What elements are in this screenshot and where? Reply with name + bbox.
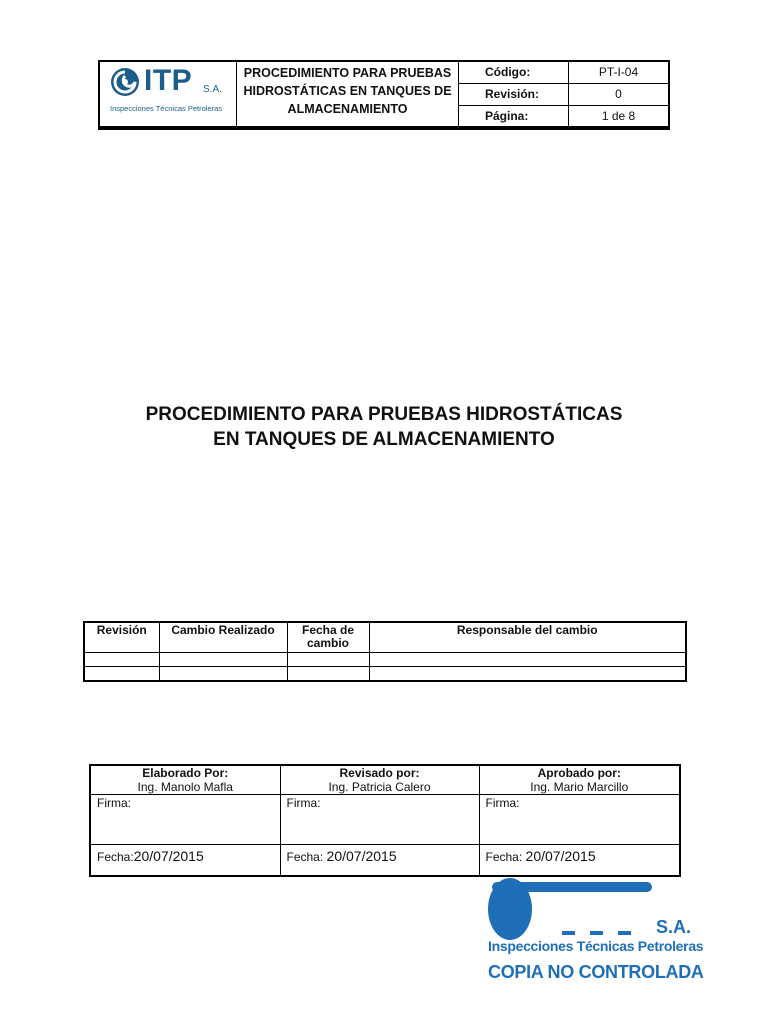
header-meta (459, 62, 668, 126)
column-header: Revisión (84, 622, 159, 653)
revisado-firma: Firma: (280, 795, 479, 845)
header-title (237, 62, 459, 126)
pagina-row (459, 106, 668, 127)
revision-row (459, 84, 668, 106)
stamp-copy-notice: COPIA NO CONTROLADA (488, 962, 704, 982)
revision-table (83, 621, 687, 682)
codigo-value: PT-I-04 (598, 65, 639, 79)
pagina-label: Página: (459, 106, 569, 127)
fecha-label: Fecha: (485, 850, 526, 864)
document-title-line: EN TANQUES DE ALMACENAMIENTO (213, 429, 555, 450)
elaborado-firma: Firma: (90, 795, 280, 845)
column-header: Cambio Realizado (159, 622, 287, 653)
fecha-label: Fecha: (97, 850, 134, 864)
codigo-label: Código: (459, 62, 569, 83)
revision-label: Revisión: (459, 84, 569, 105)
revisado-name: Ing. Patricia Calero (328, 780, 431, 794)
aprobado-fecha (479, 845, 680, 877)
table-row (84, 653, 686, 667)
codigo-row (459, 62, 668, 84)
stamp-sa: S.A. (656, 917, 692, 937)
elaborado-fecha (90, 845, 280, 877)
fecha-value: 20/07/2015 (133, 848, 204, 864)
pagina-value: 1 de 8 (601, 109, 636, 123)
document-title-line: PROCEDIMIENTO PARA PRUEBAS HIDROSTÁTICAS (145, 404, 623, 425)
logo-suffix: S.A. (203, 84, 222, 95)
revisado-cell (280, 765, 479, 795)
stamp-bar (492, 882, 652, 892)
stamp-dash (562, 931, 575, 935)
revision-value: 0 (615, 87, 622, 101)
document-header (98, 60, 670, 128)
header-title-line: PROCEDIMIENTO PARA PRUEBAS (243, 66, 452, 80)
table-row (84, 667, 686, 682)
header-title-line: HIDROSTÁTICAS EN TANQUES DE (243, 84, 452, 98)
revisado-fecha (280, 845, 479, 877)
stamp-dash (618, 931, 631, 935)
logo-tagline: Inspecciones Técnicas Petroleras (110, 104, 223, 113)
elaborado-cell (90, 765, 280, 795)
signature-table (89, 764, 681, 877)
aprobado-cell (479, 765, 680, 795)
itp-swirl-icon (110, 67, 140, 97)
revisado-heading: Revisado por: (339, 766, 420, 780)
signature-date-row (90, 845, 680, 877)
logo-brand: ITP (144, 64, 193, 97)
header-title-line: ALMACENAMIENTO (287, 102, 408, 116)
aprobado-name: Ing. Mario Marcillo (530, 780, 629, 794)
fecha-value: 20/07/2015 (525, 848, 596, 864)
column-header: Responsable del cambio (369, 622, 686, 653)
signature-firma-row (90, 795, 680, 845)
elaborado-name: Ing. Manolo Mafla (137, 780, 233, 794)
column-header: Fecha de cambio (287, 622, 369, 653)
elaborado-heading: Elaborado Por: (142, 766, 229, 780)
company-logo (100, 62, 237, 126)
table-header-row (84, 622, 686, 653)
aprobado-heading: Aprobado por: (537, 766, 621, 780)
uncontrolled-copy-stamp (484, 874, 704, 994)
fecha-label: Fecha: (286, 850, 327, 864)
aprobado-firma: Firma: (479, 795, 680, 845)
stamp-dash (590, 931, 603, 935)
signature-heading-row (90, 765, 680, 795)
document-title (0, 402, 768, 452)
fecha-value: 20/07/2015 (326, 848, 397, 864)
stamp-subtitle: Inspecciones Técnicas Petroleras (488, 938, 704, 954)
